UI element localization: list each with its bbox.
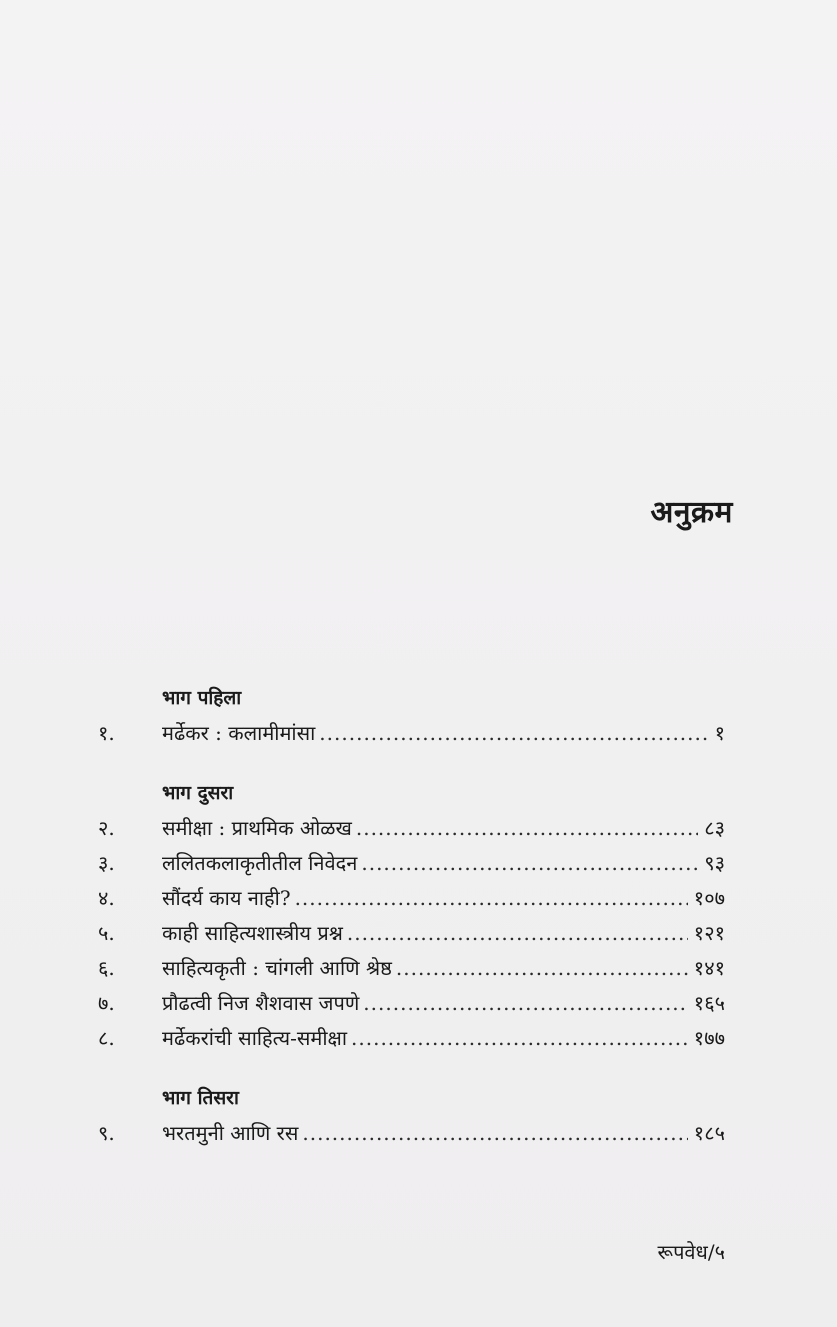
entry-page: १२१ xyxy=(693,921,725,945)
entry-page: १८५ xyxy=(693,1121,725,1145)
dot-leader xyxy=(356,811,698,846)
entry-number: ६. xyxy=(98,956,115,980)
entry-page: १७७ xyxy=(693,1026,725,1050)
entry-number: ९. xyxy=(98,1121,115,1145)
entry-number: ७. xyxy=(98,991,115,1015)
part-heading-2: भाग दुसरा xyxy=(162,782,234,804)
toc-entry xyxy=(98,881,725,916)
entry-title: सौंदर्य काय नाही? xyxy=(162,886,291,910)
entry-page: ९३ xyxy=(704,851,725,875)
entry-title: काही साहित्यशास्त्रीय प्रश्न xyxy=(162,921,343,945)
dot-leader xyxy=(302,1116,687,1151)
page-title: अनुक्रम xyxy=(650,495,733,530)
dot-leader xyxy=(361,846,698,881)
toc-entry xyxy=(98,1021,725,1056)
toc-entry xyxy=(98,916,725,951)
entry-page: १६५ xyxy=(693,991,725,1015)
toc-entry xyxy=(98,986,725,1021)
entry-page: १ xyxy=(714,721,725,745)
entry-page: ८३ xyxy=(704,816,725,840)
dot-leader xyxy=(351,1021,688,1056)
dot-leader xyxy=(363,986,688,1021)
table-of-contents xyxy=(98,680,725,1151)
dot-leader xyxy=(347,916,688,951)
toc-entry xyxy=(98,1116,725,1151)
dot-leader xyxy=(319,716,708,751)
toc-entry xyxy=(98,811,725,846)
entry-number: ४. xyxy=(98,886,115,910)
entry-title: साहित्यकृती : चांगली आणि श्रेष्ठ xyxy=(162,956,392,980)
dot-leader xyxy=(396,951,688,986)
entry-page: १०७ xyxy=(693,886,725,910)
entry-page: १४१ xyxy=(693,956,725,980)
entry-title: प्रौढत्वी निज शैशवास जपणे xyxy=(162,991,360,1015)
entry-title: मर्ढेकर : कलामीमांसा xyxy=(162,721,316,745)
toc-entry xyxy=(98,951,725,986)
part-heading-3: भाग तिसरा xyxy=(162,1087,239,1109)
dot-leader xyxy=(295,881,688,916)
entry-number: ३. xyxy=(98,851,115,875)
entry-title: ललितकलाकृतीतील निवेदन xyxy=(162,851,358,875)
entry-title: मर्ढेकरांची साहित्य-समीक्षा xyxy=(162,1026,348,1050)
entry-number: १. xyxy=(98,721,115,745)
entry-title: भरतमुनी आणि रस xyxy=(162,1121,299,1145)
toc-entry xyxy=(98,716,725,751)
page-footer: रूपवेध/५ xyxy=(657,1240,725,1264)
toc-entry xyxy=(98,846,725,881)
part-heading-1: भाग पहिला xyxy=(162,687,242,709)
entry-number: २. xyxy=(98,816,115,840)
entry-title: समीक्षा : प्राथमिक ओळख xyxy=(162,816,352,840)
entry-number: ८. xyxy=(98,1026,115,1050)
entry-number: ५. xyxy=(98,921,115,945)
